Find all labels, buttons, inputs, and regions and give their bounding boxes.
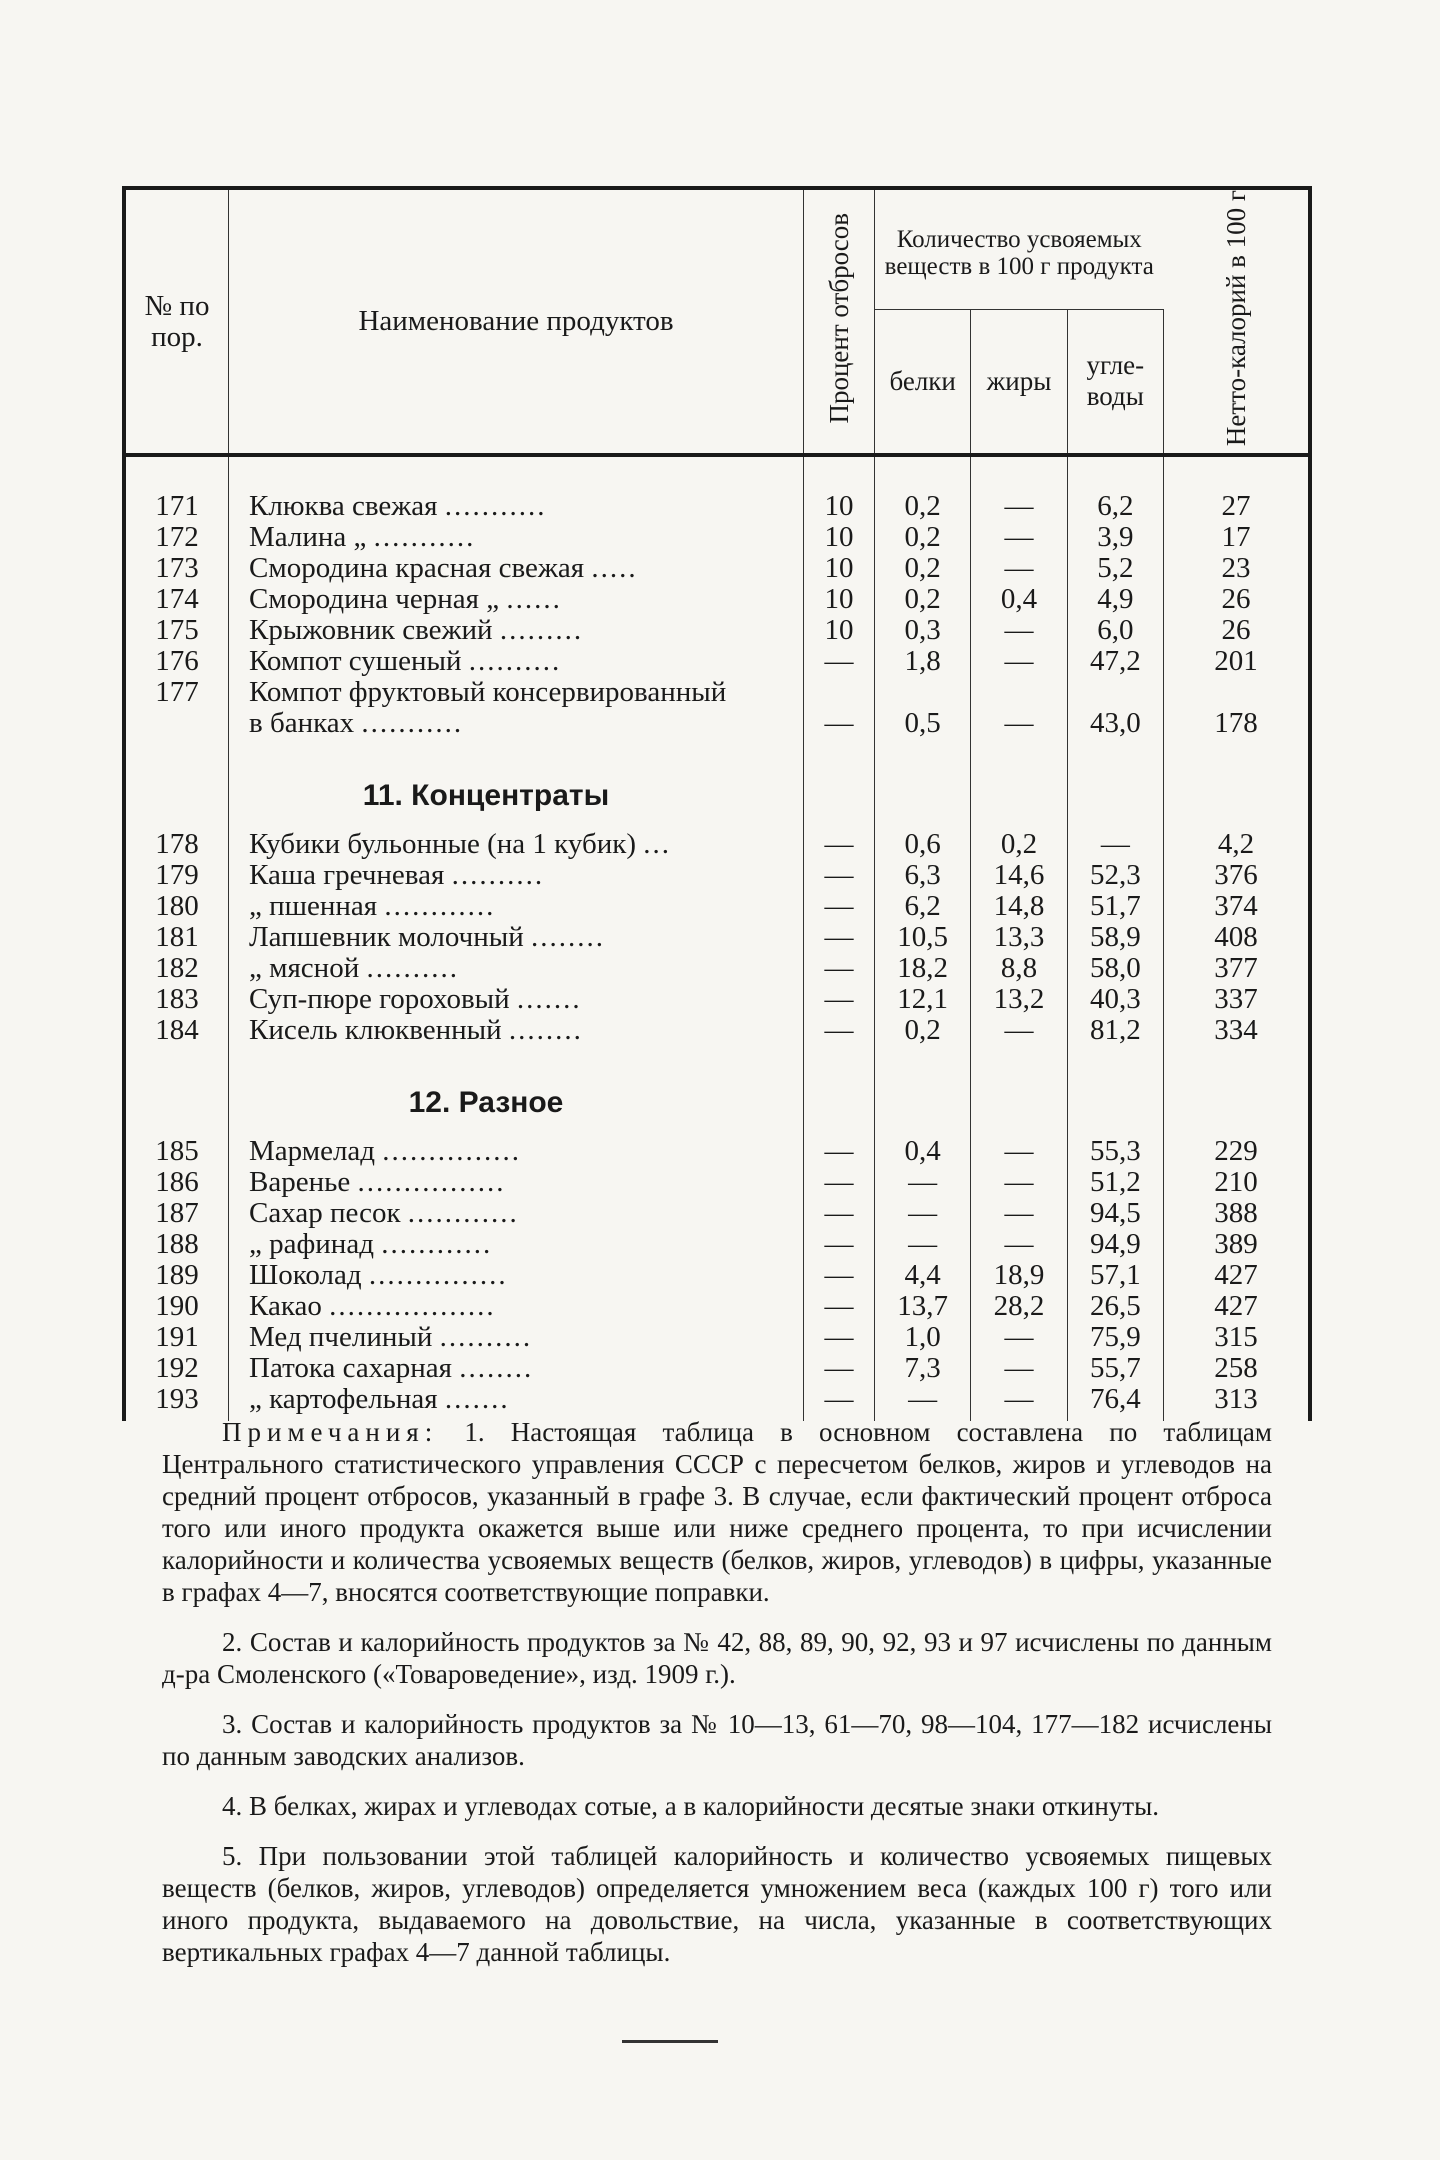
carbs-value: 94,9 xyxy=(1067,1229,1163,1260)
table-row xyxy=(124,1353,1310,1384)
spacer-cell xyxy=(1164,739,1311,761)
product-name xyxy=(229,953,804,984)
header-num: № по пор. xyxy=(124,188,229,455)
product-name xyxy=(229,584,804,615)
fat-value: 8,8 xyxy=(971,953,1067,984)
calories-value: 315 xyxy=(1164,1322,1311,1353)
carbs-value: 76,4 xyxy=(1067,1384,1163,1421)
leader-dots: .......... xyxy=(439,1322,533,1354)
protein-value: 0,2 xyxy=(875,522,971,553)
table-row xyxy=(124,677,1310,708)
leader-dots: ........... xyxy=(444,491,547,523)
spacer-cell xyxy=(804,1046,875,1068)
calories-value: 374 xyxy=(1164,891,1311,922)
spacer-cell xyxy=(124,739,229,761)
empty-cell xyxy=(875,677,971,708)
section-heading: 11. Концентраты xyxy=(229,761,804,829)
note-5: 5. При пользовании этой таблицей калорийность и количество усвояемых пищевых веществ (белков, жиров, углеводов) определяется умножением веса (каждых 100 г) того или иного продукта, выдаваемого на довольствие, на числа, указанные в соответствующих вертикальных графах 4—7 данной таблицы. xyxy=(162,1841,1272,1967)
calories-value: 26 xyxy=(1164,584,1311,615)
nutrition-table xyxy=(122,186,1312,1421)
protein-value: 0,2 xyxy=(875,553,971,584)
table-header xyxy=(124,188,1310,455)
section-empty-cell xyxy=(971,761,1067,829)
row-number: 191 xyxy=(124,1322,229,1353)
protein-value: 18,2 xyxy=(875,953,971,984)
spacer-cell xyxy=(1164,455,1311,491)
protein-value: 0,5 xyxy=(875,708,971,739)
calories-value: 229 xyxy=(1164,1136,1311,1167)
spacer-cell xyxy=(1067,739,1163,761)
product-name-text: Клюква свежая xyxy=(249,491,438,523)
calories-value: 313 xyxy=(1164,1384,1311,1421)
protein-value: — xyxy=(875,1167,971,1198)
calories-value: 376 xyxy=(1164,860,1311,891)
note-1-text: 1. Настоящая таблица в основном составлена по таблицам Центрального статистического управления СССР с пересчетом белков, жиров и углеводов на средний процент отбросов, указанный в графе 3. В случае, если фактический процент отброса того или иного продукта окажется выше или ниже среднего процента, то при исчислении калорийности и количества усвояемых веществ (белков, жиров, углеводов) в цифры, указанные в графах 4—7, вносятся соответствующие поправки. xyxy=(162,1417,1272,1607)
table-row xyxy=(124,522,1310,553)
product-name xyxy=(229,860,804,891)
protein-value: 1,8 xyxy=(875,646,971,677)
product-name-text: Кисель клюквенный xyxy=(249,1015,502,1047)
fat-value: 0,4 xyxy=(971,584,1067,615)
carbs-value: 51,7 xyxy=(1067,891,1163,922)
fat-value: — xyxy=(971,646,1067,677)
header-calories xyxy=(1164,188,1311,455)
row-number: 184 xyxy=(124,1015,229,1046)
leader-dots: ....... xyxy=(444,1384,510,1416)
fat-value: 13,3 xyxy=(971,922,1067,953)
waste-percent: — xyxy=(804,1384,875,1421)
carbs-value: 43,0 xyxy=(1067,708,1163,739)
table-row xyxy=(124,615,1310,646)
product-name-text: Варенье xyxy=(249,1167,351,1199)
table-row-continuation xyxy=(124,708,1310,739)
fat-value: 14,8 xyxy=(971,891,1067,922)
product-name-text: Лапшевник молочный xyxy=(249,922,524,954)
table-row xyxy=(124,1260,1310,1291)
section-empty-cell xyxy=(1164,761,1311,829)
product-name xyxy=(229,1015,804,1046)
row-number: 185 xyxy=(124,1136,229,1167)
table-row xyxy=(124,984,1310,1015)
header-carbs: угле-воды xyxy=(1067,309,1163,455)
carbs-value: 51,2 xyxy=(1067,1167,1163,1198)
calories-value: 427 xyxy=(1164,1291,1311,1322)
row-number: 188 xyxy=(124,1229,229,1260)
spacer-cell xyxy=(971,1046,1067,1068)
product-name xyxy=(229,1260,804,1291)
fat-value: — xyxy=(971,708,1067,739)
leader-dots: .................. xyxy=(329,1291,496,1323)
leader-dots: .......... xyxy=(366,953,459,985)
table-row xyxy=(124,553,1310,584)
calories-value: 408 xyxy=(1164,922,1311,953)
row-number: 178 xyxy=(124,829,229,860)
row-number: 190 xyxy=(124,1291,229,1322)
spacer-row xyxy=(124,1046,1310,1068)
table-row xyxy=(124,922,1310,953)
row-number: 193 xyxy=(124,1384,229,1421)
spacer-cell xyxy=(804,455,875,491)
waste-percent: — xyxy=(804,1136,875,1167)
row-number: 183 xyxy=(124,984,229,1015)
empty-cell xyxy=(124,708,229,739)
fat-value: — xyxy=(971,491,1067,522)
protein-value: 1,0 xyxy=(875,1322,971,1353)
calories-value: 17 xyxy=(1164,522,1311,553)
product-name-text: „ картофельная xyxy=(249,1384,438,1416)
spacer-cell xyxy=(971,739,1067,761)
row-number: 175 xyxy=(124,615,229,646)
leader-dots: ...... xyxy=(506,584,562,616)
carbs-value: 55,3 xyxy=(1067,1136,1163,1167)
row-number: 172 xyxy=(124,522,229,553)
protein-value: 0,2 xyxy=(875,1015,971,1046)
note-4: 4. В белках, жирах и углеводах сотые, а в калорийности десятые знаки откинуты. xyxy=(222,1791,1159,1821)
waste-percent: — xyxy=(804,708,875,739)
protein-value: 7,3 xyxy=(875,1353,971,1384)
product-name xyxy=(229,829,804,860)
spacer-cell xyxy=(1067,1046,1163,1068)
carbs-value: 94,5 xyxy=(1067,1198,1163,1229)
product-name-text: „ пшенная xyxy=(249,891,378,923)
calories-value: 26 xyxy=(1164,615,1311,646)
fat-value: — xyxy=(971,1198,1067,1229)
product-name xyxy=(229,922,804,953)
leader-dots: ....... xyxy=(516,984,582,1016)
header-percent xyxy=(804,188,875,455)
fat-value: — xyxy=(971,1229,1067,1260)
empty-cell xyxy=(804,677,875,708)
product-name xyxy=(229,1198,804,1229)
product-name xyxy=(229,984,804,1015)
section-empty-cell xyxy=(1164,1068,1311,1136)
spacer-row xyxy=(124,739,1310,761)
protein-value: 13,7 xyxy=(875,1291,971,1322)
row-number: 187 xyxy=(124,1198,229,1229)
product-name xyxy=(229,615,804,646)
protein-value: 12,1 xyxy=(875,984,971,1015)
leader-dots: ........ xyxy=(459,1353,534,1385)
fat-value: — xyxy=(971,1322,1067,1353)
table-row xyxy=(124,1136,1310,1167)
empty-cell xyxy=(1164,677,1311,708)
calories-value: 258 xyxy=(1164,1353,1311,1384)
leader-dots: ..... xyxy=(591,553,638,585)
waste-percent: — xyxy=(804,1167,875,1198)
fat-value: — xyxy=(971,615,1067,646)
section-empty-cell xyxy=(804,1068,875,1136)
leader-dots: ............ xyxy=(384,891,496,923)
row-number: 189 xyxy=(124,1260,229,1291)
spacer-cell xyxy=(875,1046,971,1068)
leader-dots: ............ xyxy=(407,1198,519,1230)
product-name-text: Смородина черная „ xyxy=(249,584,500,616)
carbs-value: 57,1 xyxy=(1067,1260,1163,1291)
calories-value: 334 xyxy=(1164,1015,1311,1046)
spacer-cell xyxy=(804,739,875,761)
product-name xyxy=(229,491,804,522)
header-calories-label: Нетто-калорий в 100 г xyxy=(1220,190,1251,447)
section-empty-cell xyxy=(971,1068,1067,1136)
table-row xyxy=(124,860,1310,891)
product-name xyxy=(229,708,804,739)
carbs-value: 4,9 xyxy=(1067,584,1163,615)
product-name-text: в банках xyxy=(249,708,355,740)
header-nutrients-group: Количество усвояемых веществ в 100 г продукта xyxy=(875,188,1164,309)
notes-label: Примечания: xyxy=(222,1417,439,1447)
calories-value: 337 xyxy=(1164,984,1311,1015)
fat-value: — xyxy=(971,1384,1067,1421)
notes-section xyxy=(162,1416,1272,1986)
product-name-text: Патока сахарная xyxy=(249,1353,452,1385)
carbs-value: — xyxy=(1067,829,1163,860)
spacer-cell xyxy=(229,739,804,761)
fat-value: 28,2 xyxy=(971,1291,1067,1322)
row-number: 174 xyxy=(124,584,229,615)
protein-value: 0,6 xyxy=(875,829,971,860)
waste-percent: — xyxy=(804,922,875,953)
table-row xyxy=(124,584,1310,615)
empty-cell xyxy=(1067,677,1163,708)
row-number: 179 xyxy=(124,860,229,891)
table-row xyxy=(124,953,1310,984)
spacer-cell xyxy=(875,455,971,491)
table-row xyxy=(124,1291,1310,1322)
waste-percent: 10 xyxy=(804,584,875,615)
protein-value: 6,2 xyxy=(875,891,971,922)
product-name-text: Крыжовник свежий xyxy=(249,615,493,647)
section-num-cell xyxy=(124,1068,229,1136)
product-name xyxy=(229,1229,804,1260)
row-number: 182 xyxy=(124,953,229,984)
protein-value: 0,3 xyxy=(875,615,971,646)
row-number: 180 xyxy=(124,891,229,922)
product-name-text: Каша гречневая xyxy=(249,860,445,892)
calories-value: 4,2 xyxy=(1164,829,1311,860)
leader-dots: ................ xyxy=(357,1167,506,1199)
product-name-text: Мед пчелиный xyxy=(249,1322,433,1354)
note-3: 3. Состав и калорийность продуктов за № 10—13, 61—70, 98—104, 177—182 исчислены по данным заводских анализов. xyxy=(162,1709,1272,1771)
carbs-value: 81,2 xyxy=(1067,1015,1163,1046)
section-misc xyxy=(124,1068,1310,1136)
product-name xyxy=(229,522,804,553)
fat-value: — xyxy=(971,1167,1067,1198)
section-empty-cell xyxy=(875,761,971,829)
leader-dots: ........... xyxy=(373,522,476,554)
product-name xyxy=(229,1136,804,1167)
carbs-value: 26,5 xyxy=(1067,1291,1163,1322)
note-1 xyxy=(162,1416,1272,1608)
fat-value: — xyxy=(971,1015,1067,1046)
calories-value: 27 xyxy=(1164,491,1311,522)
waste-percent: 10 xyxy=(804,491,875,522)
calories-value: 388 xyxy=(1164,1198,1311,1229)
product-name-text: Суп-пюре гороховый xyxy=(249,984,510,1016)
spacer-cell xyxy=(229,1046,804,1068)
spacer-cell xyxy=(1164,1046,1311,1068)
product-name-text: Мармелад xyxy=(249,1136,376,1168)
product-name xyxy=(229,891,804,922)
carbs-value: 55,7 xyxy=(1067,1353,1163,1384)
protein-value: 0,4 xyxy=(875,1136,971,1167)
waste-percent: — xyxy=(804,1322,875,1353)
product-name-text: Малина „ xyxy=(249,522,367,554)
section-num-cell xyxy=(124,761,229,829)
table-row xyxy=(124,829,1310,860)
table-row xyxy=(124,1229,1310,1260)
section-concentrates xyxy=(124,761,1310,829)
product-name xyxy=(229,1353,804,1384)
waste-percent: — xyxy=(804,1229,875,1260)
product-name-text: Кубики бульонные (на 1 кубик) xyxy=(249,829,636,861)
table-row xyxy=(124,1167,1310,1198)
fat-value: 0,2 xyxy=(971,829,1067,860)
fat-value: — xyxy=(971,1353,1067,1384)
section-empty-cell xyxy=(1067,761,1163,829)
product-name xyxy=(229,1291,804,1322)
protein-value: — xyxy=(875,1198,971,1229)
leader-dots: ............ xyxy=(381,1229,493,1261)
table-row xyxy=(124,891,1310,922)
waste-percent: — xyxy=(804,860,875,891)
row-number: 177 xyxy=(124,677,229,708)
fat-value: 18,9 xyxy=(971,1260,1067,1291)
header-percent-label: Процент отбросов xyxy=(823,212,854,424)
table-body xyxy=(124,455,1310,1421)
waste-percent: — xyxy=(804,646,875,677)
carbs-value: 75,9 xyxy=(1067,1322,1163,1353)
product-name-line1: Компот фруктовый консервированный xyxy=(229,677,804,708)
row-number: 192 xyxy=(124,1353,229,1384)
carbs-value: 6,2 xyxy=(1067,491,1163,522)
carbs-value: 47,2 xyxy=(1067,646,1163,677)
waste-percent: — xyxy=(804,891,875,922)
waste-percent: — xyxy=(804,953,875,984)
table-row xyxy=(124,491,1310,522)
leader-dots: ........... xyxy=(361,708,464,740)
carbs-value: 58,0 xyxy=(1067,953,1163,984)
carbs-value: 6,0 xyxy=(1067,615,1163,646)
spacer-cell xyxy=(229,455,804,491)
waste-percent: 10 xyxy=(804,615,875,646)
carbs-value: 5,2 xyxy=(1067,553,1163,584)
leader-dots: ......... xyxy=(499,615,584,647)
spacer-row xyxy=(124,455,1310,491)
section-empty-cell xyxy=(804,761,875,829)
product-name-text: Какао xyxy=(249,1291,322,1323)
leader-dots: ............... xyxy=(368,1260,508,1292)
note-2: 2. Состав и калорийность продуктов за № 42, 88, 89, 90, 92, 93 и 97 исчислены по данным д-ра Смоленского («Товароведение», изд. 1909 г.). xyxy=(162,1627,1272,1689)
section-empty-cell xyxy=(875,1068,971,1136)
protein-value: 0,2 xyxy=(875,491,971,522)
table-row xyxy=(124,646,1310,677)
waste-percent: — xyxy=(804,1291,875,1322)
spacer-cell xyxy=(1067,455,1163,491)
product-name xyxy=(229,646,804,677)
waste-percent: 10 xyxy=(804,522,875,553)
calories-value: 377 xyxy=(1164,953,1311,984)
protein-value: — xyxy=(875,1229,971,1260)
protein-value: 10,5 xyxy=(875,922,971,953)
row-number: 181 xyxy=(124,922,229,953)
waste-percent: 10 xyxy=(804,553,875,584)
calories-value: 210 xyxy=(1164,1167,1311,1198)
product-name-text: Компот сушеный xyxy=(249,646,462,678)
calories-value: 178 xyxy=(1164,708,1311,739)
product-name-text: Шоколад xyxy=(249,1260,362,1292)
product-name-text: „ мясной xyxy=(249,953,360,985)
calories-value: 201 xyxy=(1164,646,1311,677)
calories-value: 389 xyxy=(1164,1229,1311,1260)
waste-percent: — xyxy=(804,1353,875,1384)
product-name-text: Сахар песок xyxy=(249,1198,401,1230)
leader-dots: .......... xyxy=(468,646,562,678)
fat-value: — xyxy=(971,553,1067,584)
protein-value: — xyxy=(875,1384,971,1421)
table-row xyxy=(124,1015,1310,1046)
product-name-text: „ рафинад xyxy=(249,1229,374,1261)
product-name-text: Смородина красная свежая xyxy=(249,553,585,585)
fat-value: 13,2 xyxy=(971,984,1067,1015)
spacer-cell xyxy=(971,455,1067,491)
row-number: 176 xyxy=(124,646,229,677)
fat-value: — xyxy=(971,522,1067,553)
carbs-value: 3,9 xyxy=(1067,522,1163,553)
calories-value: 23 xyxy=(1164,553,1311,584)
row-number: 173 xyxy=(124,553,229,584)
leader-dots: ........ xyxy=(508,1015,583,1047)
fat-value: — xyxy=(971,1136,1067,1167)
row-number: 171 xyxy=(124,491,229,522)
waste-percent: — xyxy=(804,1260,875,1291)
protein-value: 0,2 xyxy=(875,584,971,615)
waste-percent: — xyxy=(804,1198,875,1229)
protein-value: 4,4 xyxy=(875,1260,971,1291)
product-name xyxy=(229,1167,804,1198)
row-number: 186 xyxy=(124,1167,229,1198)
empty-cell xyxy=(971,677,1067,708)
waste-percent: — xyxy=(804,829,875,860)
table-row xyxy=(124,1198,1310,1229)
calories-value: 427 xyxy=(1164,1260,1311,1291)
leader-dots: .......... xyxy=(451,860,545,892)
leader-dots: ............... xyxy=(382,1136,522,1168)
carbs-value: 40,3 xyxy=(1067,984,1163,1015)
product-name xyxy=(229,1322,804,1353)
waste-percent: — xyxy=(804,1015,875,1046)
spacer-cell xyxy=(875,739,971,761)
header-fat: жиры xyxy=(971,309,1067,455)
spacer-cell xyxy=(124,1046,229,1068)
carbs-value: 58,9 xyxy=(1067,922,1163,953)
protein-value: 6,3 xyxy=(875,860,971,891)
table-row xyxy=(124,1322,1310,1353)
spacer-cell xyxy=(124,455,229,491)
fat-value: 14,6 xyxy=(971,860,1067,891)
header-protein: белки xyxy=(875,309,971,455)
footer-rule xyxy=(622,2040,718,2043)
leader-dots: ... xyxy=(643,829,671,861)
carbs-value: 52,3 xyxy=(1067,860,1163,891)
leader-dots: ........ xyxy=(531,922,605,954)
section-empty-cell xyxy=(1067,1068,1163,1136)
product-name xyxy=(229,553,804,584)
header-name: Наименование продуктов xyxy=(229,188,804,455)
section-heading: 12. Разное xyxy=(229,1068,804,1136)
waste-percent: — xyxy=(804,984,875,1015)
